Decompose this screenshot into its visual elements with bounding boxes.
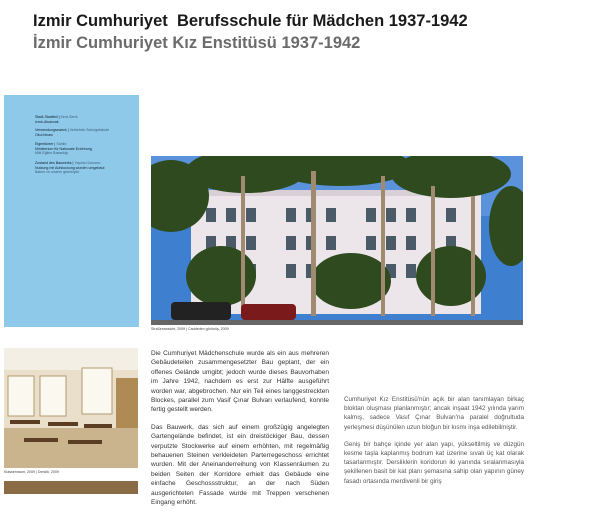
info-label-tr: Yapının Durumu xyxy=(74,161,101,165)
building-street-photo xyxy=(151,156,523,325)
body-text-de xyxy=(151,349,329,516)
paragraph: Das Bauwerk, das sich auf einem großzügig angelegten Gartengelände befindet, ist ein dreistöckiger Bau, dessen verputzte Stockwerke auf einem erhöhten, mit regelmäßig behauenen Steinen verkleideten Parterregeschoss errichtet wurden. Mit der Aneinanderreihung von Klassenräumen zu beiden Seiten der Korridore erhielt das Gebäude eine einfache Geschossstruktur, an der nach Süden ausgerichteten Fassade wurde mit Treppen verschenen Eingang erhöht. xyxy=(151,423,329,507)
main-photo-caption: Straßenansicht, 2009 | Caddeden görünüş, 2009 xyxy=(151,327,229,331)
info-value-tr: Bakım ve onarım görmüştür xyxy=(35,170,80,175)
info-label: Eigentümer xyxy=(35,142,54,146)
info-value-tr: Milli Eğitim Bakanlığı xyxy=(35,151,69,156)
info-value: Ministerium für Nationale Erziehung xyxy=(35,146,92,151)
info-label-tr: Kent-Semt xyxy=(60,115,78,119)
info-value: Okul binası xyxy=(35,132,53,137)
info-block-owner: Eigentümer | Sahibi Ministerium für Nationale Erziehung Milli Eğitim Bakanlığı xyxy=(35,142,92,156)
info-label-tr: Sahibi xyxy=(56,142,67,146)
info-value: Nutzung mit Aufstockung wurden umgebaut xyxy=(35,165,105,170)
info-label-tr: Verkehrte Schulgebäude xyxy=(69,128,110,132)
info-label: Zustand des Bauwerks xyxy=(35,161,72,165)
interior-photo xyxy=(4,481,138,494)
info-block-location: Stadt-Stadtteil | Kent-Semt Izmir-Alsancak xyxy=(35,115,78,124)
body-text-tr xyxy=(344,395,524,494)
info-value: Izmir-Alsancak xyxy=(35,119,59,124)
classroom-photo xyxy=(4,348,138,468)
building-photo-illustration xyxy=(151,156,523,325)
paragraph: Cumhuriyet Kız Enstitüsü'nün açık bir alan tanımlayan birkaç bloktan oluşması planlanmıştır; ancak inşaat 1942 yılında yarım kalmış, sadece Vasıf Çınar Bulvarı'na paralel doğrultuda yerleşmesi düşünülen uzun bloğun bir kısmı inşa edilebilmiştir. xyxy=(344,396,524,431)
info-block-condition: Zustand des Bauwerks | Yapının Durumu Nutzung mit Aufstockung wurden umgebaut Bakım ve onarım görmüştür xyxy=(35,161,105,175)
page-title-de: Izmir Cumhuriyet Berufsschule für Mädchen 1937-1942 xyxy=(33,12,468,30)
info-panel xyxy=(4,95,139,327)
classroom-photo-caption: Klassenraum, 2009 | Derslik, 2009 xyxy=(4,470,59,474)
info-label: Stadt-Stadtteil xyxy=(35,115,58,119)
classroom-photo-illustration xyxy=(4,348,138,468)
paragraph: Geniş bir bahçe içinde yer alan yapı, yükseltilmiş ve düzgün kesme taşla kaplanmış bodrum kat üzerine sıvalı üç kat olarak tasarlanmıştır. Dersliklerin koridorun iki yanında sıralanmasıyla şekillenen basit bir kat planı şemasına sahip olan yapının güney fasadı ortasında merdivenli bir giriş xyxy=(344,440,524,485)
info-block-use: Verwendungszweck | Verkehrte Schulgebäude Okul binası xyxy=(35,128,110,137)
page-title-tr: İzmir Cumhuriyet Kız Enstitüsü 1937-1942 xyxy=(33,34,361,52)
info-label: Verwendungszweck xyxy=(35,128,67,132)
paragraph: Die Cumhuriyet Mädchenschule wurde als ein aus mehreren Gebäudeteilen zusammengesetzter Bau geplant, der ein offenes Gelände umgibt; jedoch wurde dieses Bauvorhaben im Jahre 1942, nachdem es erst zur Hälfte ausgeführt worden war, abgebrochen. Nur ein Teil eines langgestreckten Blockes, parallel zum Vasif Çınar Bulvarı verlaufend, konnte fertig gestellt werden. xyxy=(151,350,329,414)
